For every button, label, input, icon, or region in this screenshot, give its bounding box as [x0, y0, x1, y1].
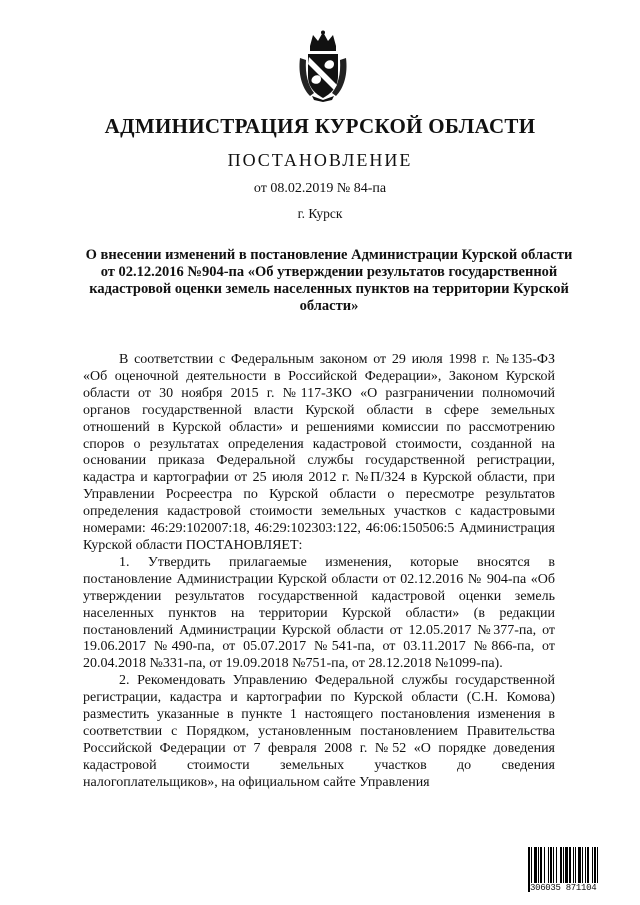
document-title: О внесении изменений в постановление Администрации Курской области от 02.12.2016 №904-па «Об утверждении результатов государственной кадастровой оценки земель населенных пунктов на территории Курской области»	[85, 247, 573, 314]
coat-of-arms-icon	[296, 30, 350, 102]
document-date-number: от 08.02.2019 № 84-па	[253, 181, 387, 196]
paragraph-preamble: В соответствии с Федеральным законом от 29 июля 1998 г. №135-ФЗ «Об оценочной деятельности в Российской Федерации», Законом Курской области от 30 ноября 2015 г. №117-ЗКО «О разграничении полномочий органов государственной власти Курской области в сфере земельных отношений в Курской области» и решениями комиссии по рассмотрению споров о результатах определения кадастровой стоимости, созданной на основании приказа Федеральной службы государственной регистрации, кадастра и картографии от 25 июля 2012 г. №П/324 в Курской области, при Управлении Росреестра по Курской области о пересмотре результатов определения кадастровой стоимости земельных участков с кадастровыми номерами: 46:29:102007:18, 46:29:102303:122, 46:06:150506:5 Администрация Курской области ПОСТАНОВЛЯЕТ:	[83, 352, 555, 553]
document-city: г. Курск	[297, 206, 343, 221]
paragraph-item-1: 1. Утвердить прилагаемые изменения, которые вносятся в постановление Администрации Курской области от 02.12.2016 № 904-па «Об утверждении результатов государственной кадастровой оценки земель населенных пунктов на территории Курской области» (в редакции постановлений Администрации Курской области от 12.05.2017 №377-па, от 19.06.2017 №490-па, от 05.07.2017 №541-па, от 03.11.2017 №866-па, от 20.04.2018 №331-па, от 19.09.2018 №751-па, от 28.12.2018 №1099-па).	[83, 554, 555, 672]
barcode-number: 306035 871104	[530, 883, 612, 893]
document-type: ПОСТАНОВЛЕНИЕ	[227, 150, 413, 170]
organization-name: АДМИНИСТРАЦИЯ КУРСКОЙ ОБЛАСТИ	[104, 114, 536, 138]
paragraph-item-2: 2. Рекомендовать Управлению Федеральной службы государственной регистрации, кадастра и картографии по Курской области (С.Н. Комова) разместить указанные в пункте 1 настоящего постановления изменения в соответствии с Порядком, установленным постановлением Правительства Российской Федерации от 7 февраля 2008 г. №52 «О порядке доведения кадастровой стоимости земельных участков до сведения налогоплательщиков», на официальном сайте Управления	[83, 673, 555, 790]
document-body	[83, 352, 555, 792]
